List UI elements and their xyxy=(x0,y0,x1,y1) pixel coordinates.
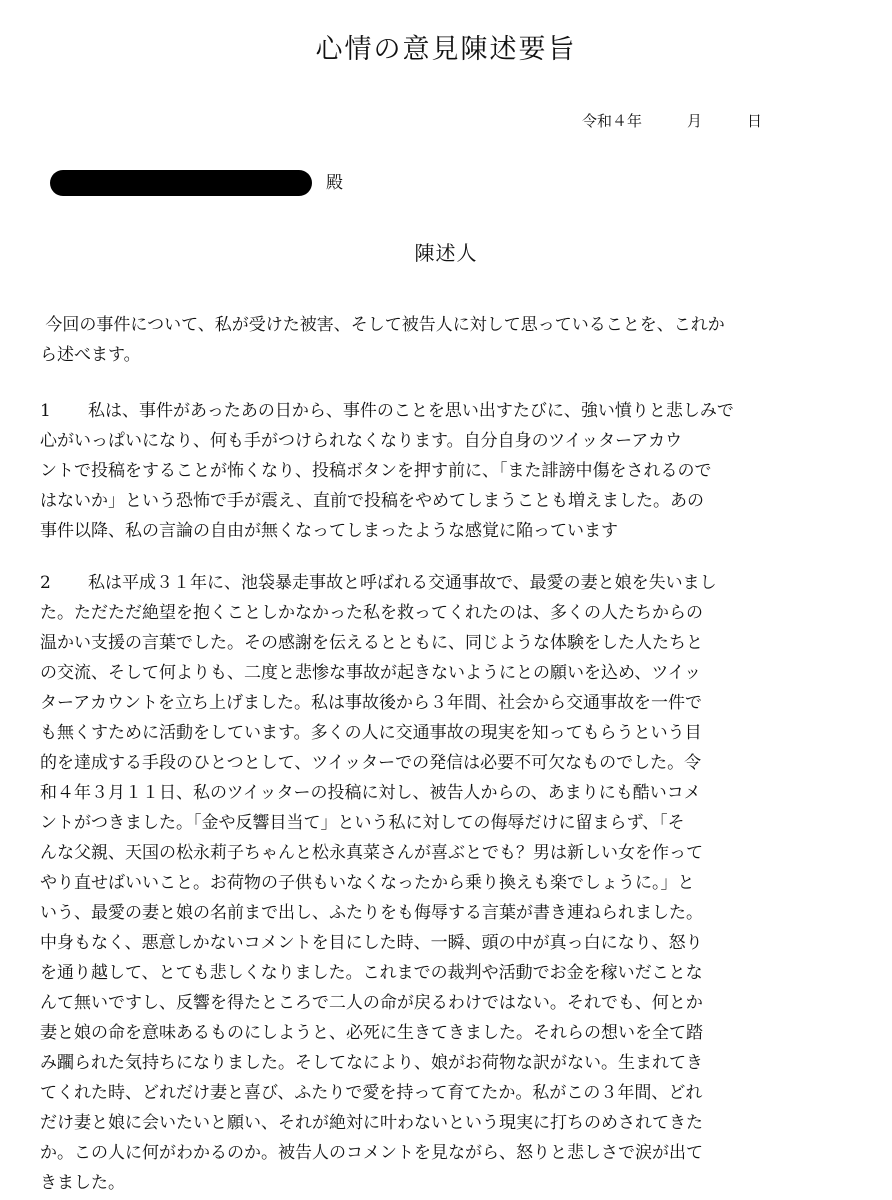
text-line: んな父親、天国の松永莉子ちゃんと松永真菜さんが喜ぶとでも？男は新しい女を作って xyxy=(40,843,703,863)
statement-item-1 xyxy=(40,396,840,546)
text-line: 私は、事件があったあの日から、事件のことを思い出すたびに、強い憤りと悲しみで xyxy=(88,401,734,421)
text-line: 中身もなく、悪意しかないコメントを目にした時、一瞬、頭の中が真っ白になり、怒り xyxy=(40,933,703,953)
text-line: ントがつきました。「金や反響目当て」という私に対しての侮辱だけに留まらず、「そ xyxy=(40,813,685,833)
text-line: んて無いですし、反響を得たところで二人の命が戻るわけではない。それでも、何とか xyxy=(40,993,703,1013)
text-line: てくれた時、どれだけ妻と喜び、ふたりで愛を持って育てたか。私がこの３年間、どれ xyxy=(40,1083,703,1103)
text-line: も無くすために活動をしています。多くの人に交通事故の現実を知ってもらうという目 xyxy=(40,723,702,743)
text-line: 心がいっぱいになり、何も手がつけられなくなります。自分自身のツイッターアカウ xyxy=(40,431,683,451)
text-line: いう、最愛の妻と娘の名前まで出し、ふたりをも侮辱する言葉が書き連ねられました。 xyxy=(40,903,703,923)
addressee-line xyxy=(50,168,343,198)
text-line: み躙られた気持ちになりました。そしてなにより、娘がお荷物な訳がない。生まれてき xyxy=(40,1053,703,1073)
text-line: 温かい支援の言葉でした。その感謝を伝えるとともに、同じような体験をした人たちと xyxy=(40,633,703,653)
text-line: ントで投稿をすることが怖くなり、投稿ボタンを押す前に、「また誹謗中傷をされるので xyxy=(40,461,712,481)
text-line: はないか」という恐怖で手が震え、直前で投稿をやめてしまうことも増えました。あの xyxy=(40,491,705,511)
text-line: 私は平成３１年に、池袋暴走事故と呼ばれる交通事故で、最愛の妻と娘を失いまし xyxy=(88,573,717,593)
declarant-label: 陳述人 xyxy=(414,241,478,265)
item-number: 2 xyxy=(40,573,51,593)
intro-paragraph xyxy=(40,310,840,370)
text-line: ターアカウントを立ち上げました。私は事故後から３年間、社会から交通事故を一件で xyxy=(40,693,702,713)
text-line: やり直せばいいこと。お荷物の子供もいなくなったから乗り換えも楽でしょうに。」と xyxy=(40,873,695,893)
statement-item-2 xyxy=(40,568,840,1198)
item-text xyxy=(40,568,840,1198)
text-line: きました。 xyxy=(40,1173,125,1193)
intro-line: ら述べます。 xyxy=(40,345,141,365)
document-title: 心情の意見陳述要旨 xyxy=(315,34,577,65)
text-line: 事件以降、私の言論の自由が無くなってしまったような感覚に陥っています xyxy=(40,521,618,541)
text-line: の交流、そして何よりも、二度と悲惨な事故が起きないようにとの願いを込め、ツイッ xyxy=(40,663,702,683)
text-line: を通り越して、とても悲しくなりました。これまでの裁判や活動でお金を稼いだことな xyxy=(40,963,703,983)
addressee-suffix: 殿 xyxy=(326,173,343,193)
text-line: 的を達成する手段のひとつとして、ツイッターでの発信は必要不可欠なものでした。令 xyxy=(40,753,702,773)
text-line: だけ妻と娘に会いたいと願い、それが絶対に叶わないという現実に打ちのめされてきた xyxy=(40,1113,703,1133)
redacted-name xyxy=(50,170,312,196)
intro-line: 今回の事件について、私が受けた被害、そして被告人に対して思っていることを、これか xyxy=(40,315,725,335)
item-text xyxy=(40,396,840,546)
text-line: 和４年３月１１日、私のツイッターの投稿に対し、被告人からの、あまりにも酷いコメ xyxy=(40,783,701,803)
text-line: 妻と娘の命を意味あるものにしようと、必死に生きてきました。それらの想いを全て踏 xyxy=(40,1023,703,1043)
item-number: 1 xyxy=(40,401,51,421)
document-date: 令和４年 月 日 xyxy=(582,112,763,130)
text-line: た。ただただ絶望を抱くことしかなかった私を救ってくれたのは、多くの人たちからの xyxy=(40,603,703,623)
text-line: か。この人に何がわかるのか。被告人のコメントを見ながら、怒りと悲しさで涙が出て xyxy=(40,1143,703,1163)
